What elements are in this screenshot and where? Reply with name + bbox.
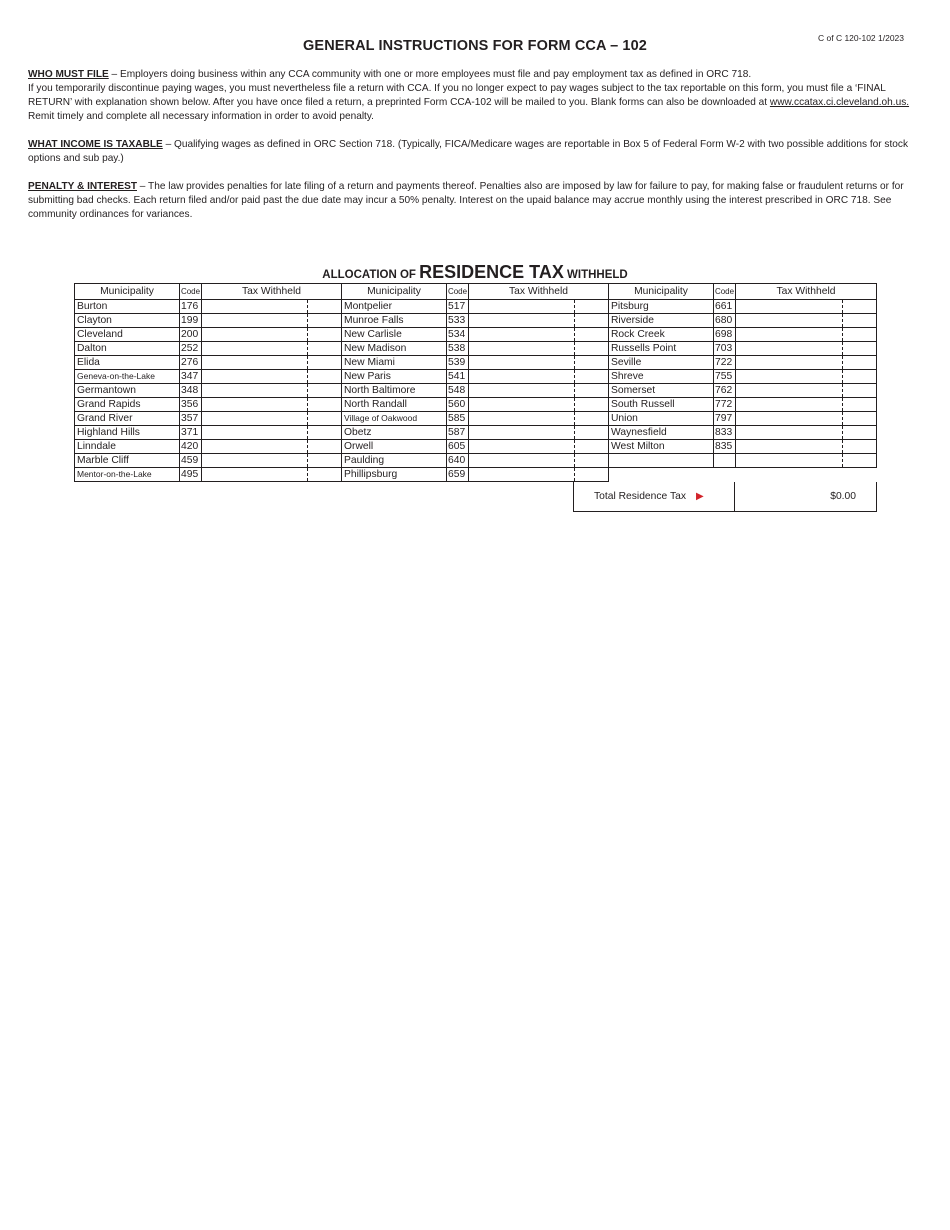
tax-withheld-input[interactable] [202, 454, 342, 468]
tax-withheld-input[interactable] [202, 412, 342, 426]
municipality-cell: Rock Creek [609, 328, 714, 342]
municipality-cell: Cleveland [75, 328, 180, 342]
code-cell: 538 [447, 342, 469, 356]
code-cell: 797 [714, 412, 736, 426]
header-municipality: Municipality [342, 284, 447, 300]
municipality-cell: Mentor-on-the-Lake [75, 468, 180, 482]
municipality-cell: South Russell [609, 398, 714, 412]
tax-withheld-input[interactable] [736, 328, 877, 342]
allocation-title-prefix: ALLOCATION OF [322, 269, 420, 281]
code-cell: 755 [714, 370, 736, 384]
code-cell: 560 [447, 398, 469, 412]
header-tax-withheld: Tax Withheld [469, 284, 609, 300]
who-must-file-text: – Employers doing business within any CCA community with one or more employees must file and pay employment tax as defined in ORC 718. [108, 69, 752, 80]
municipality-cell: North Baltimore [342, 384, 447, 398]
municipality-cell: New Miami [342, 356, 447, 370]
table-row [75, 370, 877, 384]
code-cell: 722 [714, 356, 736, 370]
code-cell: 176 [180, 300, 202, 314]
municipality-cell: New Madison [342, 342, 447, 356]
who-must-file-section [28, 68, 923, 124]
total-residence-tax-value: $0.00 [830, 491, 856, 502]
code-cell: 347 [180, 370, 202, 384]
code-cell: 252 [180, 342, 202, 356]
tax-withheld-input[interactable] [202, 342, 342, 356]
penalty-text: – The law provides penalties for late filing of a return and payments thereof. Penalties also are imposed by law for failure to pay, for making false or fraudulent returns or for submitting bad checks. Each return filed and/or paid past the due date may incur a 50% penalty. Interest on the upaid balance may accrue monthly using the interest prescribed in ORC 718. See community ordinances for variances. [28, 181, 904, 220]
total-label-text: Total Residence Tax [594, 491, 686, 502]
header-code: Code [447, 284, 469, 300]
code-cell: 348 [180, 384, 202, 398]
tax-withheld-input[interactable] [469, 356, 609, 370]
municipality-cell: Burton [75, 300, 180, 314]
municipality-cell: North Randall [342, 398, 447, 412]
code-cell: 534 [447, 328, 469, 342]
code-cell: 605 [447, 440, 469, 454]
header-code: Code [714, 284, 736, 300]
total-residence-tax-label [574, 482, 735, 511]
tax-withheld-input[interactable] [736, 370, 877, 384]
tax-withheld-input [736, 454, 877, 468]
municipality-cell: Union [609, 412, 714, 426]
code-cell: 703 [714, 342, 736, 356]
tax-withheld-input[interactable] [202, 426, 342, 440]
municipality-cell: Munroe Falls [342, 314, 447, 328]
tax-withheld-input[interactable] [736, 314, 877, 328]
tax-withheld-input[interactable] [469, 384, 609, 398]
code-cell: 459 [180, 454, 202, 468]
code-cell: 420 [180, 440, 202, 454]
tax-withheld-input[interactable] [469, 342, 609, 356]
allocation-title-main: RESIDENCE TAX [419, 262, 564, 282]
tax-withheld-input[interactable] [736, 426, 877, 440]
what-income-heading: WHAT INCOME IS TAXABLE [28, 139, 163, 150]
total-residence-tax-box [573, 482, 877, 512]
table-row [75, 342, 877, 356]
municipality-cell: Grand Rapids [75, 398, 180, 412]
who-must-file-heading: WHO MUST FILE [28, 69, 109, 80]
municipality-cell: Dalton [75, 342, 180, 356]
municipality-cell: Linndale [75, 440, 180, 454]
code-cell: 680 [714, 314, 736, 328]
code-cell: 640 [447, 454, 469, 468]
table-row [75, 384, 877, 398]
municipality-cell: Montpelier [342, 300, 447, 314]
code-cell: 541 [447, 370, 469, 384]
page-title: GENERAL INSTRUCTIONS FOR FORM CCA – 102 [303, 38, 647, 54]
tax-withheld-input[interactable] [469, 412, 609, 426]
table-row [75, 300, 877, 314]
table-row [75, 454, 877, 468]
municipality-cell: New Carlisle [342, 328, 447, 342]
tax-withheld-input[interactable] [469, 370, 609, 384]
municipality-cell: Waynesfield [609, 426, 714, 440]
municipality-cell: Riverside [609, 314, 714, 328]
code-cell: 835 [714, 440, 736, 454]
tax-withheld-input[interactable] [736, 398, 877, 412]
code-cell: 539 [447, 356, 469, 370]
code-cell: 548 [447, 384, 469, 398]
municipality-cell: Obetz [342, 426, 447, 440]
tax-withheld-input[interactable] [469, 398, 609, 412]
code-cell: 587 [447, 426, 469, 440]
header-municipality: Municipality [609, 284, 714, 300]
header-code: Code [180, 284, 202, 300]
tax-withheld-input[interactable] [469, 300, 609, 314]
arrow-right-icon: ▶ [695, 491, 704, 502]
code-cell: 585 [447, 412, 469, 426]
municipality-cell: Clayton [75, 314, 180, 328]
municipality-cell: Phillipsburg [342, 468, 447, 482]
tax-withheld-input[interactable] [469, 454, 609, 468]
tax-withheld-input[interactable] [202, 356, 342, 370]
municipality-cell: Seville [609, 356, 714, 370]
tax-withheld-input[interactable] [469, 468, 609, 482]
municipality-cell: Marble Cliff [75, 454, 180, 468]
tax-withheld-input[interactable] [469, 328, 609, 342]
code-cell: 833 [714, 426, 736, 440]
code-cell: 762 [714, 384, 736, 398]
penalty-section [28, 180, 923, 222]
allocation-table [74, 283, 877, 482]
tax-withheld-input[interactable] [202, 328, 342, 342]
code-cell: 698 [714, 328, 736, 342]
table-row [75, 314, 877, 328]
municipality-cell: Village of Oakwood [342, 412, 447, 426]
table-row [75, 426, 877, 440]
tax-withheld-input[interactable] [202, 370, 342, 384]
table-row [75, 412, 877, 426]
municipality-cell: Grand River [75, 412, 180, 426]
code-cell: 772 [714, 398, 736, 412]
code-cell: 659 [447, 468, 469, 482]
code-cell: 661 [714, 300, 736, 314]
form-id: C of C 120-102 1/2023 [818, 33, 905, 43]
tax-withheld-input[interactable] [469, 440, 609, 454]
tax-withheld-input[interactable] [202, 398, 342, 412]
tax-withheld-input[interactable] [736, 356, 877, 370]
municipality-cell: Somerset [609, 384, 714, 398]
municipality-cell: Paulding [342, 454, 447, 468]
municipality-cell [609, 454, 714, 468]
tax-withheld-input[interactable] [736, 384, 877, 398]
tax-withheld-input[interactable] [202, 468, 342, 482]
table-row [75, 440, 877, 454]
code-cell: 356 [180, 398, 202, 412]
tax-withheld-input[interactable] [469, 314, 609, 328]
who-must-file-text-3: Remit timely and complete all necessary information in order to avoid penalty. [28, 111, 374, 122]
ccatax-link[interactable]: www.ccatax.ci.cleveland.oh.us. [769, 97, 910, 108]
table-row [75, 356, 877, 370]
municipality-cell: New Paris [342, 370, 447, 384]
code-cell: 533 [447, 314, 469, 328]
municipality-cell: Orwell [342, 440, 447, 454]
tax-withheld-input[interactable] [736, 300, 877, 314]
tax-withheld-input[interactable] [202, 440, 342, 454]
tax-withheld-input[interactable] [202, 384, 342, 398]
tax-withheld-input[interactable] [736, 440, 877, 454]
penalty-heading: PENALTY & INTEREST [28, 181, 137, 192]
code-cell: 357 [180, 412, 202, 426]
empty-cell [609, 468, 877, 482]
municipality-cell: West Milton [609, 440, 714, 454]
what-income-text: – Qualifying wages as defined in ORC Section 718. (Typically, FICA/Medicare wages are reportable in Box 5 of Federal Form W-2 with two possible additions for stock options and sub pay.) [28, 139, 908, 164]
municipality-cell: Pitsburg [609, 300, 714, 314]
code-cell: 495 [180, 468, 202, 482]
tax-withheld-input[interactable] [469, 426, 609, 440]
who-must-file-text-2: If you temporarily discontinue paying wages, you must nevertheless file a return with CCA. If you no longer expect to pay wages subject to the tax reportable on this form, you must file a ‘FINAL RETURN’ with explanation shown below. After you have once filed a return, a preprinted Form CCA-102 will be mailed to you. Blank forms can also be downloaded at [28, 83, 886, 108]
allocation-header-row [75, 284, 877, 300]
what-income-section [28, 138, 923, 166]
code-cell: 276 [180, 356, 202, 370]
table-row [75, 398, 877, 412]
code-cell [714, 454, 736, 468]
table-row [75, 468, 877, 482]
allocation-title-suffix: WITHHELD [563, 269, 628, 281]
tax-withheld-input[interactable] [736, 342, 877, 356]
tax-withheld-input[interactable] [202, 300, 342, 314]
table-row [75, 328, 877, 342]
code-cell: 371 [180, 426, 202, 440]
municipality-cell: Elida [75, 356, 180, 370]
tax-withheld-input[interactable] [202, 314, 342, 328]
code-cell: 200 [180, 328, 202, 342]
municipality-cell: Highland Hills [75, 426, 180, 440]
header-tax-withheld: Tax Withheld [202, 284, 342, 300]
header-tax-withheld: Tax Withheld [736, 284, 877, 300]
municipality-cell: Geneva-on-the-Lake [75, 370, 180, 384]
tax-withheld-input[interactable] [736, 412, 877, 426]
municipality-cell: Russells Point [609, 342, 714, 356]
header-municipality: Municipality [75, 284, 180, 300]
municipality-cell: Shreve [609, 370, 714, 384]
code-cell: 517 [447, 300, 469, 314]
municipality-cell: Germantown [75, 384, 180, 398]
code-cell: 199 [180, 314, 202, 328]
allocation-title [74, 262, 876, 283]
